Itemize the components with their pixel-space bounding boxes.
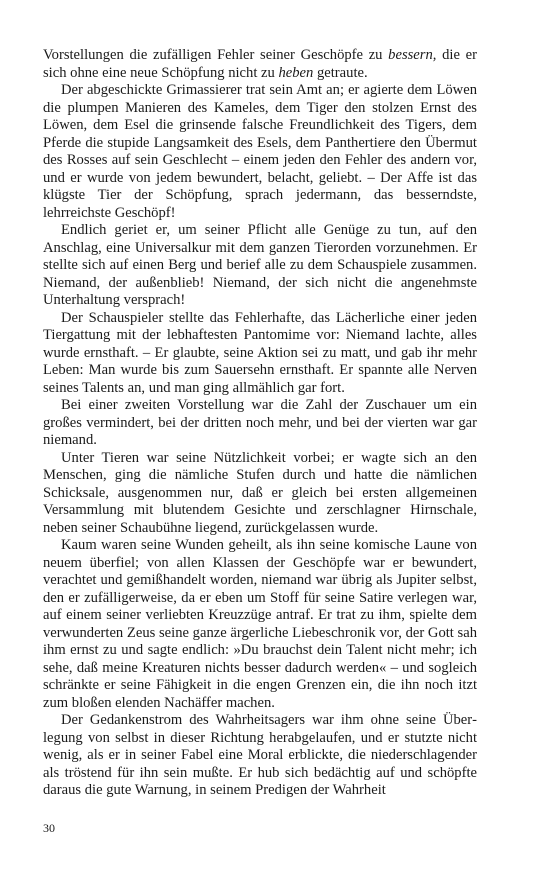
text-segment: Der Gedankenstrom des Wahrheitsagers war ihm ohne seine Überlegung von selbst in dieser Richtung herabgelaufen, und er stutzte nicht wenig, als er in seiner Fabel eine Moral erblickte, die niederschlagender als tröstend für ihn sein mußte. Er hub sich bedächtig auf und schöpfte daraus die gute Warnung, in seinem Predigen der Wahrheit xyxy=(43,712,477,798)
paragraph xyxy=(43,82,477,222)
emphasized-word: bessern, xyxy=(388,47,437,63)
text-segment: Unter Tieren war seine Nützlichkeit vorbei; er wagte sich an den Menschen, ging die nämliche Stufen durch und hatte die nämlichen Schicksale, ausgenommen nur, daß er gleich bei ersten allgemeinen Versammlung mit blutendem Gesichte und zerschlagner Hirnschale, neben seiner Schaubühne liegend, zurückgelassen wurde. xyxy=(43,449,477,536)
text-segment: Der Schauspieler stellte das Fehlerhafte, das Lächerliche einer jeden Tiergattung mit der lebhaftesten Pantomime vor: Niemand lachte, alles wurde ernsthaft. – Er glaubte, seine Aktion sei zu matt, und gab ihr mehr Leben: Man wurde bis zum Sauersehn ernsthaft. Er spannte alle Nerven seines Talents an, und man ging allmählich gar fort. xyxy=(43,309,477,396)
text-segment: Vorstellungen die zufälligen Fehler seiner Geschöpfe zu xyxy=(43,47,389,63)
page-number: 30 xyxy=(43,821,55,835)
text-segment: die er sich ohne eine neue Schöpfung nicht zu xyxy=(43,47,477,81)
paragraph xyxy=(43,397,477,450)
text-segment: Kaum waren seine Wunden geheilt, als ihn seine komische Laune von neuem überfiel; von allen Klassen der Geschöpfe war er bewundert, verachtet und gemißhandelt worden, niemand war übrig als Jupiter selbst, den er zufälligerweise, da er eben um Stoff für seine Satire verlegen war, auf einem seiner verliebten Kreuzzüge antraf. Er trat zu ihm, spielte dem verwunderten Zeus seine ganze ärgerliche Liebeschronik vor, der Gott sah ihm ernst zu und sagte endlich: »Du brauchst dein Talent nicht mehr; ich sehe, daß meine Kreaturen nichts besser dadurch werden« – und sogleich schränkte er seine Fähigkeit in die engen Grenzen ein, die ihn noch itzt zum bloßen elenden Nachäffer machen. xyxy=(43,537,477,711)
paragraph xyxy=(43,222,477,310)
paragraph xyxy=(43,712,477,800)
text-segment: Bei einer zweiten Vorstellung war die Zahl der Zuschauer um ein großes vermindert, bei der dritten noch mehr, und bei der vierten war gar niemand. xyxy=(43,397,477,448)
text-segment: Endlich geriet er, um seiner Pflicht alle Genüge zu tun, auf den Anschlag, eine Universalkur mit dem ganzen Tierorden vorzunehmen. Er stellte sich auf einen Berg und berief alle zu dem Schauspiele zusammen. Niemand, der außenblieb! Niemand, der sich nicht die angenehmste Unterhaltung versprach! xyxy=(43,222,477,308)
text-segment: getraute. xyxy=(313,64,368,81)
emphasized-word: heben xyxy=(278,64,314,81)
paragraph xyxy=(43,47,477,82)
text-segment: Der abgeschickte Grimassierer trat sein Amt an; er agierte dem Löwen die plumpen Manieren des Kameles, dem Tiger den stolzen Ernst des Löwen, dem Esel die grinsende falsche Freundlichkeit des Tigers, dem Pferde die stupide Langsamkeit des Esels, dem Panthertiere den Übermut des Rosses auf sein Geschlecht – einem jeden den Fehler des andern vor, und er wurde von jedem bewundert, belacht, geliebt. – Der Affe ist das klügste Tier der Schöpfung, sprach jedermann, das besserndste, lehrreichste Geschöpf! xyxy=(43,82,477,221)
paragraph xyxy=(43,450,477,538)
book-page xyxy=(43,47,477,800)
paragraph xyxy=(43,310,477,398)
body-text xyxy=(43,47,477,800)
paragraph xyxy=(43,537,477,712)
